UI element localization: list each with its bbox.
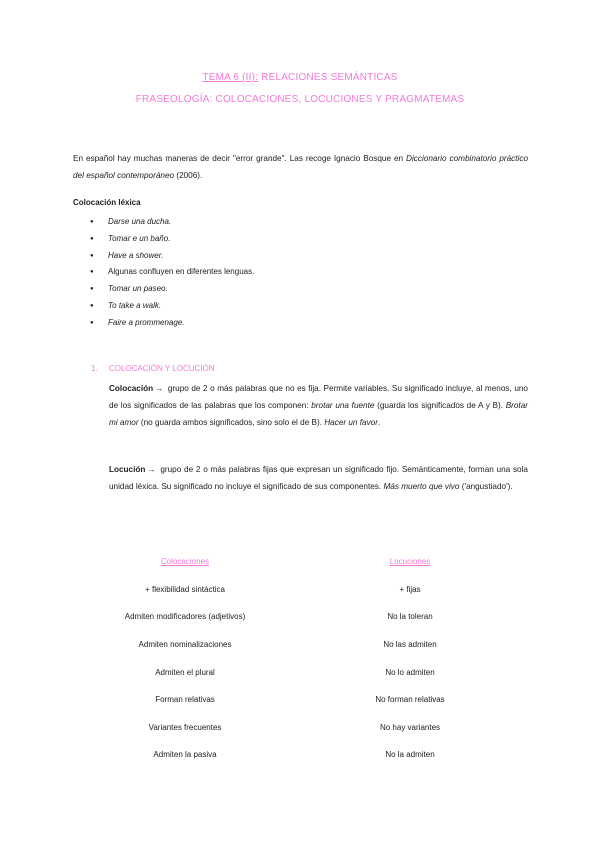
table-row [95,714,545,742]
column-header-locuciones: Locuciones [389,557,431,567]
cell-colocacion: Forman relativas [155,695,215,705]
table-row [95,686,545,714]
list-item [90,264,254,281]
table-header-row [95,548,545,576]
list-item-text: Tomar un paseo. [108,284,168,294]
list-item [90,281,254,298]
cell-locucion: No forman relativas [375,695,445,705]
example-text: brotar una fuente [311,401,375,410]
cell-colocacion: + flexibilidad sintáctica [145,584,225,594]
list-item-text: Faire a prommenage. [108,317,185,327]
cell-colocacion: Admiten la pasiva [153,750,217,760]
title-topic-name: RELACIONES SEMÁNTICAS [258,72,398,83]
example-text: Hacer un favor [324,418,378,427]
definition-text: grupo de 2 o más palabras que no es fija. Permite variables. Su significado incluye, al menos, uno de los significados de las palabras que los componen: [109,384,528,410]
locucion-term: Locución [109,465,146,474]
page-subtitle: FRASEOLOGÍA: COLOCACIONES, LOCUCIONES Y PRAGMATEMAS [135,94,465,105]
intro-text: En español hay muchas maneras de decir "error grande". Las recoge Ignacio Bosque en [73,154,407,163]
cell-locucion: No hay variantes [379,722,441,732]
list-item-text: Algunas confluyen en diferentes lenguas. [108,267,255,277]
cell-locucion: No las admiten [383,640,437,650]
example-text: Más muerto que vivo [383,482,460,491]
book-title: Diccionario combinatorio práctico del español contemporáneo [73,154,528,180]
list-item [90,315,254,332]
section-number: 1. [91,364,98,373]
definition-text: . [377,418,381,427]
examples-list [90,214,254,332]
table-row [95,576,545,604]
colocacion-definition [109,380,528,431]
list-item [90,248,254,265]
cell-colocacion: Admiten nominalizaciones [138,640,232,650]
intro-text-end: (2006). [174,171,203,180]
definition-text: ('angustiado'). [459,482,513,491]
column-header-colocaciones: Colocaciones [160,557,210,567]
list-item [90,214,254,231]
locucion-definition [109,461,528,495]
list-item-text: Tomar e un baño. [108,233,171,243]
arrow-icon: → [147,465,156,474]
definition-text: (guarda los significados de A y B). [374,401,506,410]
list-item [90,231,254,248]
list-item-text: Have a shower. [108,250,164,260]
list-item-text: To take a walk. [108,300,162,310]
cell-locucion: No la toleran [387,612,433,622]
definition-text: (no guarda ambos significados, sino solo el de B). [138,418,325,427]
cell-colocacion: Variantes frecuentes [148,722,222,732]
intro-paragraph [73,150,528,184]
comparison-table [95,548,545,769]
page-title [0,72,600,83]
cell-locucion: + fijas [399,584,421,594]
table-row [95,741,545,769]
table-row [95,658,545,686]
cell-locucion: No la admiten [385,750,435,760]
table-row [95,631,545,659]
arrow-icon: → [155,384,164,393]
colocacion-term: Colocación [109,384,154,393]
list-item [90,298,254,315]
section-title: COLOCACIÓN Y LOCUCIÓN [109,364,215,373]
section-heading [91,364,215,373]
definition-text: grupo de 2 o más palabras fijas que expresan un significado fijo. Semánticamente, forman una sola unidad léxica. Su significado no incluye el significado de sus componentes. [109,465,528,491]
example-text: Brotar mi amor [109,401,528,427]
cell-colocacion: Admiten modificadores (adjetivos) [124,612,246,622]
title-topic-number: TEMA 6 (II): [202,72,259,83]
list-item-text: Darse una ducha. [108,217,172,226]
table-row [95,603,545,631]
cell-colocacion: Admiten el plural [155,667,215,677]
colocacion-lexica-heading: Colocación léxica [73,198,141,207]
cell-locucion: No lo admiten [385,667,435,677]
